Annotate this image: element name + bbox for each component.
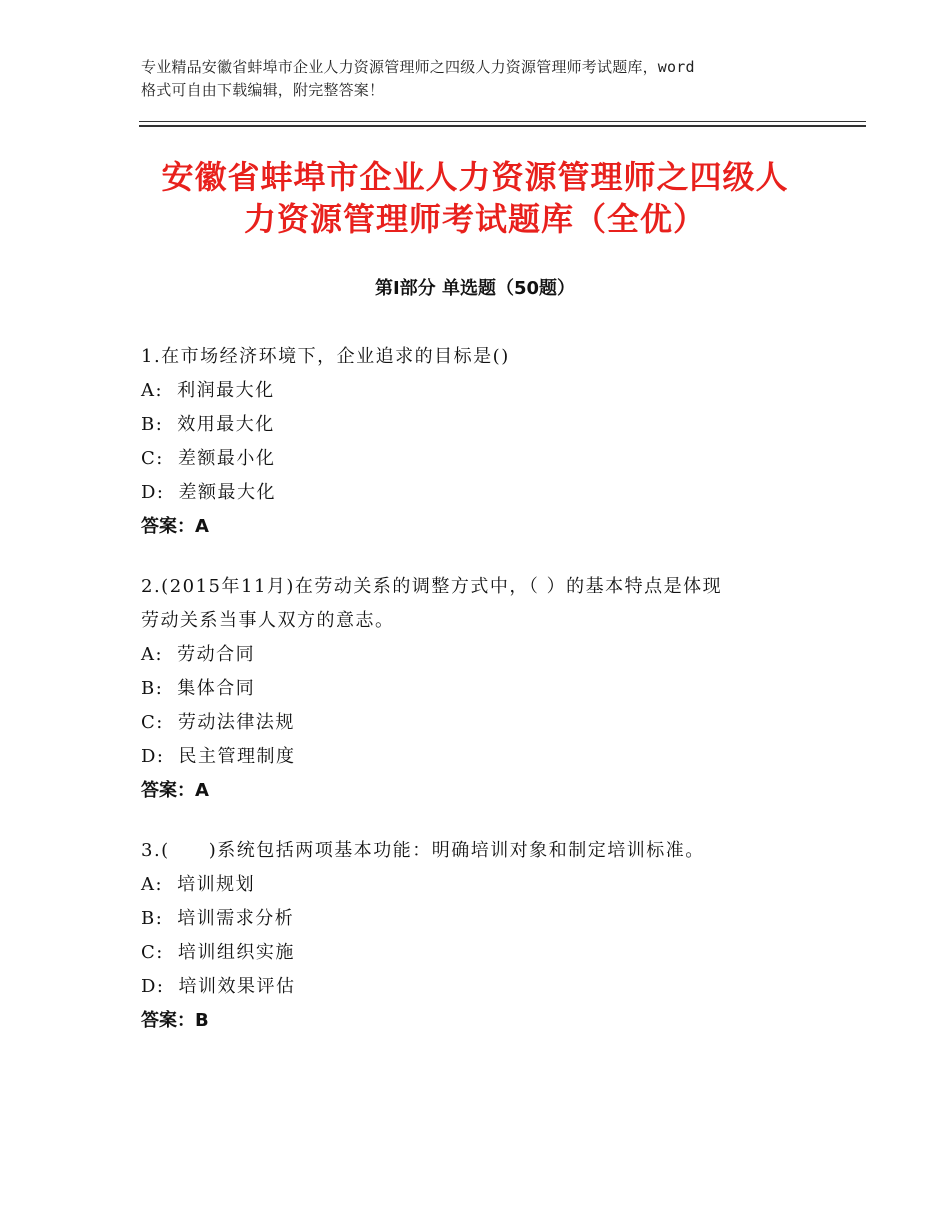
question-answer: 答案：B (141, 1010, 209, 1031)
document-title-line-2: 力资源管理师考试题库（全优） (243, 200, 706, 238)
option-key: B: (141, 908, 164, 929)
question-option-a (141, 638, 821, 672)
document-title-line-1: 安徽省蚌埠市企业人力资源管理师之四级人 (161, 158, 789, 196)
option-key: C: (141, 712, 164, 733)
option-text: 利润最大化 (177, 380, 275, 401)
header-rule-thin (139, 121, 866, 122)
option-text: 效用最大化 (177, 414, 275, 435)
question-option-c (141, 936, 821, 970)
question-stem: 1.在市场经济环境下，企业追求的目标是() (141, 346, 510, 367)
header-note (141, 56, 841, 102)
question-answer: 答案：A (141, 516, 209, 537)
question-option-a (141, 374, 821, 408)
section-title: 第Ⅰ部分 单选题（50题） (374, 278, 575, 299)
option-text: 培训需求分析 (177, 908, 295, 929)
option-text: 劳动合同 (177, 644, 256, 665)
question-option-a (141, 868, 821, 902)
question-2 (141, 570, 821, 808)
question-option-d (141, 476, 821, 510)
option-text: 差额最大化 (178, 482, 276, 503)
question-answer: 答案：A (141, 780, 209, 801)
header-note-line-1: 专业精品安徽省蚌埠市企业人力资源管理师之四级人力资源管理师考试题库，word (141, 58, 695, 76)
option-key: D: (141, 976, 165, 997)
option-key: D: (141, 746, 165, 767)
option-key: A: (141, 380, 164, 401)
option-key: B: (141, 678, 164, 699)
question-option-b (141, 408, 821, 442)
question-list (141, 340, 821, 1064)
question-option-d (141, 740, 821, 774)
option-text: 劳动法律法规 (177, 712, 295, 733)
header-note-line-2: 格式可自由下载编辑，附完整答案！ (141, 81, 385, 99)
question-stem-continuation: 劳动关系当事人双方的意志。 (141, 610, 395, 631)
header-rule-thick (139, 125, 866, 127)
option-text: 培训效果评估 (178, 976, 296, 997)
question-option-b (141, 672, 821, 706)
question-1 (141, 340, 821, 544)
question-option-d (141, 970, 821, 1004)
question-stem: 2.(2015年11月)在劳动关系的调整方式中，（ ）的基本特点是体现 (141, 576, 723, 597)
option-key: A: (141, 874, 164, 895)
option-key: C: (141, 448, 164, 469)
option-text: 培训组织实施 (177, 942, 295, 963)
option-text: 培训规划 (177, 874, 256, 895)
option-key: D: (141, 482, 165, 503)
option-key: A: (141, 644, 164, 665)
option-text: 民主管理制度 (178, 746, 296, 767)
document-title (120, 156, 830, 240)
option-key: C: (141, 942, 164, 963)
question-3 (141, 834, 821, 1038)
question-stem: 3.( )系统包括两项基本功能：明确培训对象和制定培训标准。 (141, 840, 705, 861)
question-option-c (141, 442, 821, 476)
question-option-b (141, 902, 821, 936)
option-key: B: (141, 414, 164, 435)
option-text: 差额最小化 (177, 448, 276, 469)
option-text: 集体合同 (177, 678, 256, 699)
question-option-c (141, 706, 821, 740)
